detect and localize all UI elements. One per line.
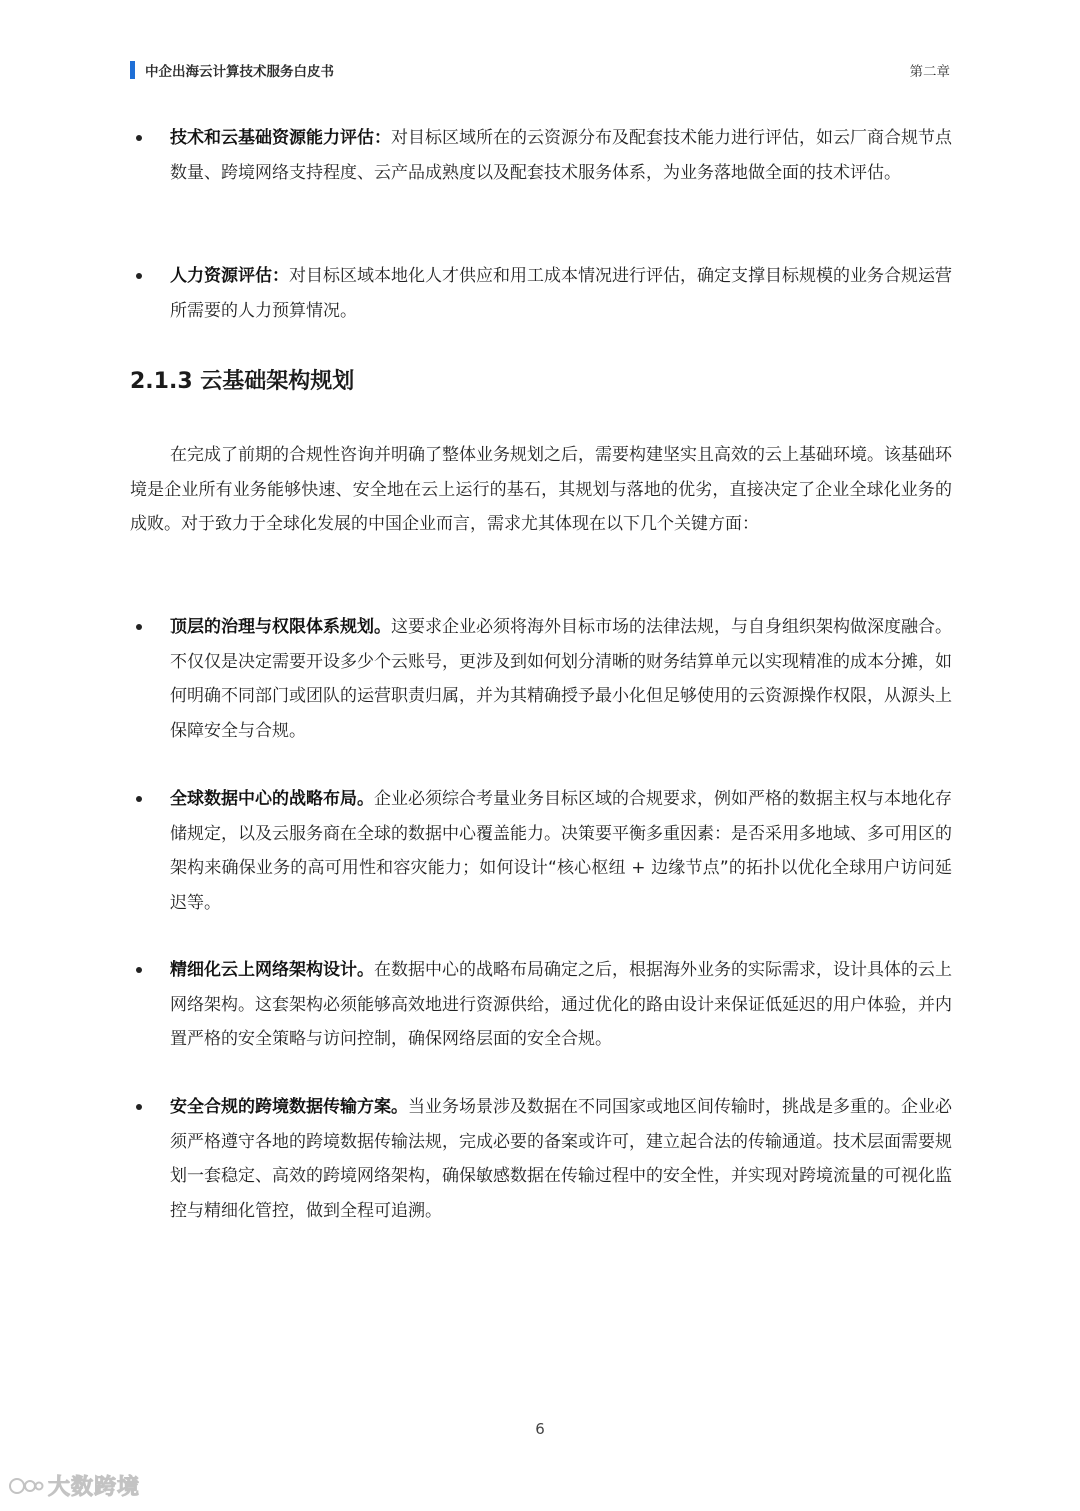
- bullet-icon: [136, 624, 142, 630]
- list-item-term: 顶层的治理与权限体系规划。: [170, 617, 391, 637]
- list-item-text: [170, 1090, 952, 1228]
- bullet-icon: [136, 135, 142, 141]
- list-item-body: 对目标区域所在的云资源分布及配套技术能力进行评估，如云厂商合规节点数量、跨境网络支持程度、云产品成熟度以及配套技术服务体系，为业务落地做全面的技术评估。: [170, 128, 952, 183]
- page-number: 6: [535, 1420, 545, 1438]
- list-item-body: 当业务场景涉及数据在不同国家或地区间传输时，挑战是多重的。企业必须严格遵守各地的跨境数据传输法规，完成必要的备案或许可，建立起合法的传输通道。技术层面需要规划一套稳定、高效的跨境网络架构，确保敏感数据在传输过程中的安全性，并实现对跨境流量的可视化监控与精细化管控，做到全程可追溯。: [170, 1097, 952, 1221]
- list-item-text: [170, 782, 952, 920]
- list-item-term: 人力资源评估：: [170, 266, 289, 286]
- list-item-text: [170, 610, 952, 748]
- list-item-text: [170, 953, 952, 1057]
- document-title: 中企出海云计算技术服务白皮书: [145, 64, 334, 80]
- header-accent-bar: [130, 61, 135, 79]
- list-item: [130, 1090, 952, 1228]
- list-item-text: [170, 121, 952, 190]
- list-item: [130, 610, 952, 748]
- page-header: [130, 58, 950, 82]
- watermark-text: 大数跨境: [48, 1475, 141, 1500]
- watermark: [8, 1470, 140, 1501]
- chapter-label: 第二章: [909, 64, 950, 80]
- bullet-icon: [136, 273, 142, 279]
- section-heading: 2.1.3 云基础架构规划: [130, 369, 355, 394]
- list-item-term: 技术和云基础资源能力评估：: [170, 128, 391, 148]
- list-item-term: 精细化云上网络架构设计。: [170, 960, 374, 980]
- list-item-body: 对目标区域本地化人才供应和用工成本情况进行评估，确定支撑目标规模的业务合规运营所需要的人力预算情况。: [170, 266, 952, 321]
- header-left: [130, 60, 334, 80]
- bullet-icon: [136, 796, 142, 802]
- list-item-body: 在数据中心的战略布局确定之后，根据海外业务的实际需求，设计具体的云上网络架构。这套架构必须能够高效地进行资源供给，通过优化的路由设计来保证低延迟的用户体验，并内置严格的安全策略与访问控制，确保网络层面的安全合规。: [170, 960, 952, 1049]
- watermark-logo-icon: [8, 1473, 44, 1499]
- list-item-term: 全球数据中心的战略布局。: [170, 789, 374, 809]
- list-item: [130, 259, 952, 328]
- list-item: [130, 782, 952, 920]
- list-item: [130, 121, 952, 190]
- bullet-icon: [136, 967, 142, 973]
- list-item: [130, 953, 952, 1057]
- list-item-text: [170, 259, 952, 328]
- list-item-body: 这要求企业必须将海外目标市场的法律法规，与自身组织架构做深度融合。不仅仅是决定需要开设多少个云账号，更涉及到如何划分清晰的财务结算单元以实现精准的成本分摊，如何明确不同部门或团队的运营职责归属，并为其精确授予最小化但足够使用的云资源操作权限，从源头上保障安全与合规。: [170, 617, 952, 741]
- bullet-icon: [136, 1104, 142, 1110]
- list-item-body: 企业必须综合考量业务目标区域的合规要求，例如严格的数据主权与本地化存储规定，以及云服务商在全球的数据中心覆盖能力。决策要平衡多重因素：是否采用多地域、多可用区的架构来确保业务的高可用性和容灾能力；如何设计“核心枢纽 + 边缘节点”的拓扑以优化全球用户访问延迟等。: [170, 789, 952, 913]
- list-item-term: 安全合规的跨境数据传输方案。: [170, 1097, 408, 1117]
- intro-paragraph: 在完成了前期的合规性咨询并明确了整体业务规划之后，需要构建坚实且高效的云上基础环境。该基础环境是企业所有业务能够快速、安全地在云上运行的基石，其规划与落地的优劣，直接决定了企业全球化业务的成败。对于致力于全球化发展的中国企业而言，需求尤其体现在以下几个关键方面：: [130, 445, 952, 534]
